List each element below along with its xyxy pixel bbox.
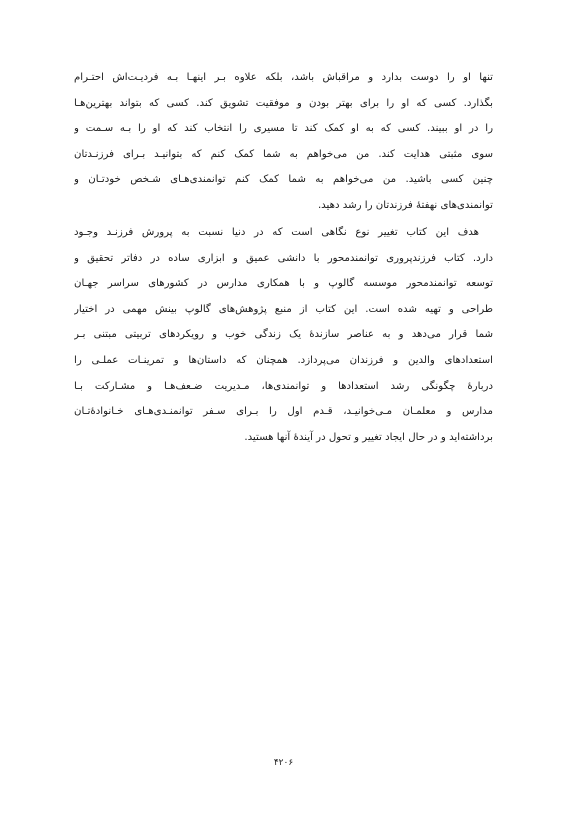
paragraph-1 — [74, 65, 493, 219]
paragraph-line: طراحی و تهیه شده است. این کتاب از منبع پژوهش‌های گالوپ بینش مهمی در اختیار — [74, 303, 493, 315]
paragraph-line: شما قرار می‌دهد و به عناصر سازندهٔ یک زندگی خوب و رویکردهای تربیتی مبتنی بـر — [74, 329, 493, 341]
paragraph-line: سوی مثبتی هدایت کند. من می‌خواهم به شما کمک کنم که بتوانیـد بـرای فرزنـدتان — [74, 148, 493, 160]
paragraph-line: توسعه توانمندمحور موسسه گالوپ و با همکاری مدارس در کشورهای سراسر جهـان — [74, 278, 493, 290]
paragraph-line: بگذارد. کسی که او را برای بهتر بودن و موفقیت تشویق کند. کسی که بتواند بهترین‌هـا — [74, 97, 493, 109]
paragraph-line: تنها او را دوست بدارد و مراقباش باشد، بلکه علاوه بـر اینهـا بـه فردیـت‌اش احتـرام — [74, 72, 493, 83]
paragraph-line: توانمندی‌های نهفتهٔ فرزندتان را رشد دهید. — [317, 199, 493, 211]
paragraph-2 — [74, 220, 493, 450]
paragraph-line: را در او ببیند. کسی که به او کمک کند تا مسیری را انتخاب کند که او را بـه سـمت و — [74, 123, 493, 135]
paragraph-line: استعدادهای والدین و فرزندان می‌پردازد. همچنان که داستان‌ها و تمرینـات عملـی را — [74, 354, 493, 366]
paragraph-line: برداشته‌اید و در حال ایجاد تغییر و تحول در آیندهٔ آنها هستید. — [244, 431, 493, 443]
paragraph-line: دارد. کتاب فرزندپروری توانمندمحور با دانشی عمیق و ابزاری ساده در دفاتر تحقیق و — [74, 252, 493, 264]
paragraph-line: مدارس و معلمـان مـی‌خوانیـد، قـدم اول را بـرای سـفر توانمنـدی‌هـای خـانوادهٔ‌تـان — [74, 406, 493, 418]
paragraph-line: چنین کسی باشید. من می‌خواهم به شما کمک کنم توانمندی‌هـای شـخص خودتـان و — [74, 174, 493, 186]
paragraph-line: دربارهٔ چگونگی رشد استعدادها و توانمندی‌ها، مـدیریت ضـعف‌هـا و مشـارکت بـا — [74, 380, 493, 392]
page-number: ۴۲۰۶ — [273, 758, 294, 768]
paragraph-line: هدف این کتاب تغییر نوع نگاهی است که در دنیا نسبت به پرورش فرزنـد وجـود — [74, 227, 479, 238]
